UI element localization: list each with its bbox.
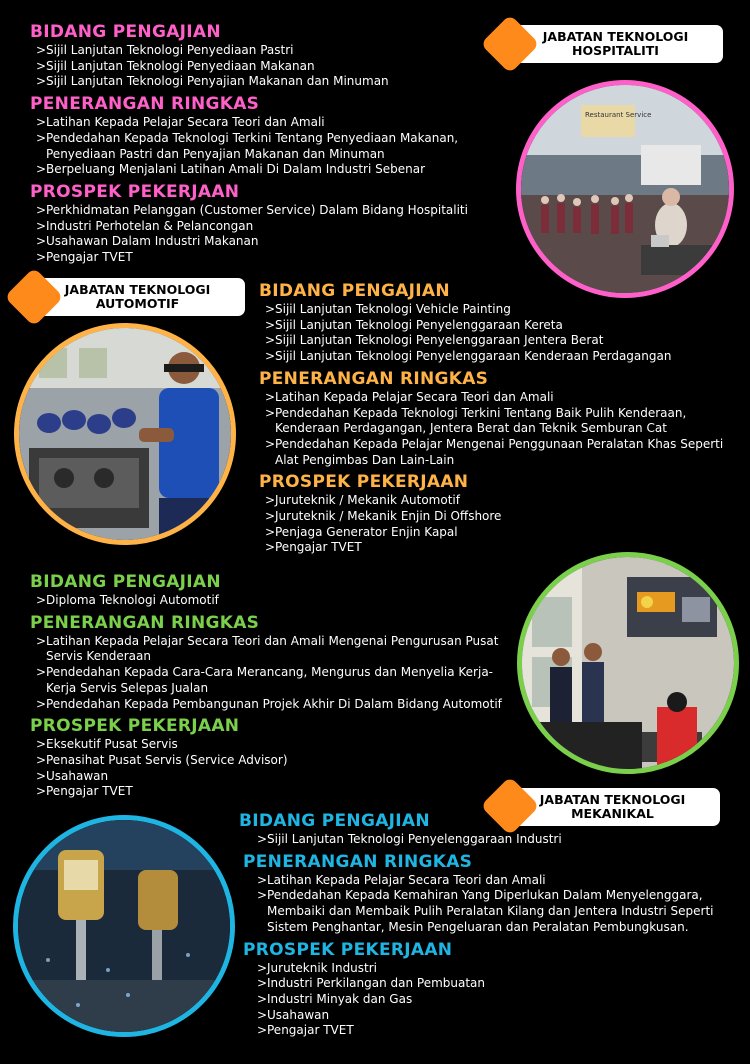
hospitaliti-bidang-list — [30, 43, 500, 90]
mekanikal-prospek-title: PROSPEK PEKERJAAN — [243, 939, 453, 960]
diploma-text — [30, 572, 515, 804]
automotif-penerangan-list — [259, 390, 734, 469]
mekanikal-penerangan-list — [239, 873, 729, 936]
list-item: > Perkhidmatan Pelanggan (Customer Service) Dalam Bidang Hospitaliti — [30, 203, 500, 219]
hospitaliti-prospek-title: PROSPEK PEKERJAAN — [30, 181, 240, 202]
list-item: > Pendedahan Kepada Pelajar Mengenai Penggunaan Peralatan Khas Seperti Alat Pengimbas Dan Lain-Lain — [259, 437, 734, 468]
hospitaliti-badge-line1: JABATAN TEKNOLOGI — [542, 29, 689, 44]
list-item: > Pengajar TVET — [251, 1023, 729, 1039]
automotif-badge-line1: JABATAN TEKNOLOGI — [64, 282, 211, 297]
list-item: > Sijil Lanjutan Teknologi Penyajian Makanan dan Minuman — [30, 74, 500, 90]
list-item: > Juruteknik / Mekanik Automotif — [259, 493, 734, 509]
list-item: > Pendedahan Kepada Pembangunan Projek Akhir Di Dalam Bidang Automotif — [30, 697, 515, 713]
automotif-text — [259, 281, 734, 560]
list-item: > Usahawan Dalam Industri Makanan — [30, 234, 500, 250]
mekanikal-photo — [13, 815, 235, 1037]
list-item: > Juruteknik Industri — [251, 961, 729, 977]
list-item: > Pendedahan Kepada Teknologi Terkini Tentang Baik Pulih Kenderaan, Kenderaan Perdagangan, Jentera Berat dan Teknik Semburan Cat — [259, 406, 734, 437]
mekanikal-prospek-list — [239, 961, 729, 1040]
list-item: > Latihan Kepada Pelajar Secara Teori dan Amali — [251, 873, 729, 889]
automotif-badge-line2: AUTOMOTIF — [95, 296, 180, 311]
mekanikal-badge-line1: JABATAN TEKNOLOGI — [539, 792, 686, 807]
list-item: > Latihan Kepada Pelajar Secara Teori dan Amali — [259, 390, 734, 406]
list-item: > Sijil Lanjutan Teknologi Penyelenggaraan Jentera Berat — [259, 333, 734, 349]
hospitaliti-prospek-list — [30, 203, 500, 266]
list-item: > Usahawan — [251, 1008, 729, 1024]
hospitaliti-bidang-title: BIDANG PENGAJIAN — [30, 22, 221, 42]
automotif-prospek-list — [259, 493, 734, 556]
list-item: > Penjaga Generator Enjin Kapal — [259, 525, 734, 541]
list-item: > Industri Perhotelan & Pelancongan — [30, 219, 500, 235]
automotif-penerangan-title: PENERANGAN RINGKAS — [259, 368, 489, 389]
automotif-bidang-title: BIDANG PENGAJIAN — [259, 281, 450, 301]
mekanikal-badge-line2: MEKANIKAL — [571, 806, 654, 821]
hospitaliti-badge-line2: HOSPITALITI — [572, 43, 659, 58]
automotif-photo — [14, 323, 236, 545]
hospitaliti-penerangan-title: PENERANGAN RINGKAS — [30, 94, 260, 115]
hospitaliti-photo-scene — [521, 85, 729, 293]
list-item: > Latihan Kepada Pelajar Secara Teori dan Amali — [30, 115, 500, 131]
list-item: > Pengajar TVET — [30, 784, 515, 800]
hospitaliti-penerangan-list — [30, 115, 500, 178]
list-item: > Pendedahan Kepada Cara-Cara Merancang, Mengurus dan Menyelia Kerja-Kerja Servis Selepas Jualan — [30, 665, 515, 696]
list-item: > Sijil Lanjutan Teknologi Penyelenggaraan Industri — [251, 832, 729, 848]
list-item: > Industri Perkilangan dan Pembuatan — [251, 976, 729, 992]
diploma-bidang-list — [30, 593, 515, 609]
list-item: > Sijil Lanjutan Teknologi Penyediaan Makanan — [30, 59, 500, 75]
diploma-penerangan-list — [30, 634, 515, 713]
automotif-badge — [30, 278, 245, 316]
list-item: > Usahawan — [30, 769, 515, 785]
list-item: > Sijil Lanjutan Teknologi Penyelenggaraan Kereta — [259, 318, 734, 334]
list-item: > Juruteknik / Mekanik Enjin Di Offshore — [259, 509, 734, 525]
diploma-prospek-title: PROSPEK PEKERJAAN — [30, 716, 240, 737]
diploma-penerangan-title: PENERANGAN RINGKAS — [30, 612, 260, 633]
hospitaliti-badge — [508, 25, 723, 63]
diploma-bidang-title: BIDANG PENGAJIAN — [30, 572, 221, 592]
list-item: > Industri Minyak dan Gas — [251, 992, 729, 1008]
automotif-bidang-list — [259, 302, 734, 365]
mekanikal-penerangan-title: PENERANGAN RINGKAS — [243, 851, 473, 872]
diploma-prospek-list — [30, 737, 515, 800]
automotif-prospek-title: PROSPEK PEKERJAAN — [259, 472, 469, 493]
list-item: > Sijil Lanjutan Teknologi Penyediaan Pastri — [30, 43, 500, 59]
diploma-photo — [517, 552, 739, 774]
hospitaliti-text — [30, 22, 500, 270]
list-item: > Pendedahan Kepada Kemahiran Yang Diperlukan Dalam Menyelenggara, Membaiki dan Membaik Pulih Peralatan Kilang dan Jentera Industri Seperti Sistem Penghantar, Mesin Pengeluaran dan Peralatan Pembungkusan. — [251, 888, 729, 935]
mekanikal-text — [239, 811, 729, 1043]
list-item: > Pendedahan Kepada Teknologi Terkini Tentang Penyediaan Makanan, Penyediaan Pastri dan Penyajian Makanan dan Minuman — [30, 131, 500, 162]
mekanikal-photo-scene — [18, 820, 230, 1032]
mekanikal-bidang-title: BIDANG PENGAJIAN — [239, 811, 430, 831]
list-item: > Sijil Lanjutan Teknologi Vehicle Painting — [259, 302, 734, 318]
list-item: > Penasihat Pusat Servis (Service Advisor) — [30, 753, 515, 769]
diploma-photo-scene — [522, 557, 734, 769]
photo-sign-text: Restaurant Service — [585, 111, 652, 119]
list-item: > Latihan Kepada Pelajar Secara Teori dan Amali Mengenai Pengurusan Pusat Servis Kenderaan — [30, 634, 515, 665]
mekanikal-bidang-list — [239, 832, 729, 848]
list-item: > Pengajar TVET — [30, 250, 500, 266]
hospitaliti-photo — [516, 80, 734, 298]
automotif-photo-scene — [19, 328, 231, 540]
list-item: > Eksekutif Pusat Servis — [30, 737, 515, 753]
list-item: > Berpeluang Menjalani Latihan Amali Di Dalam Industri Sebenar — [30, 162, 500, 178]
list-item: > Diploma Teknologi Automotif — [30, 593, 515, 609]
list-item: > Sijil Lanjutan Teknologi Penyelenggaraan Kenderaan Perdagangan — [259, 349, 734, 365]
automotif-diamond-icon — [4, 267, 63, 326]
list-item: > Pengajar TVET — [259, 540, 734, 556]
